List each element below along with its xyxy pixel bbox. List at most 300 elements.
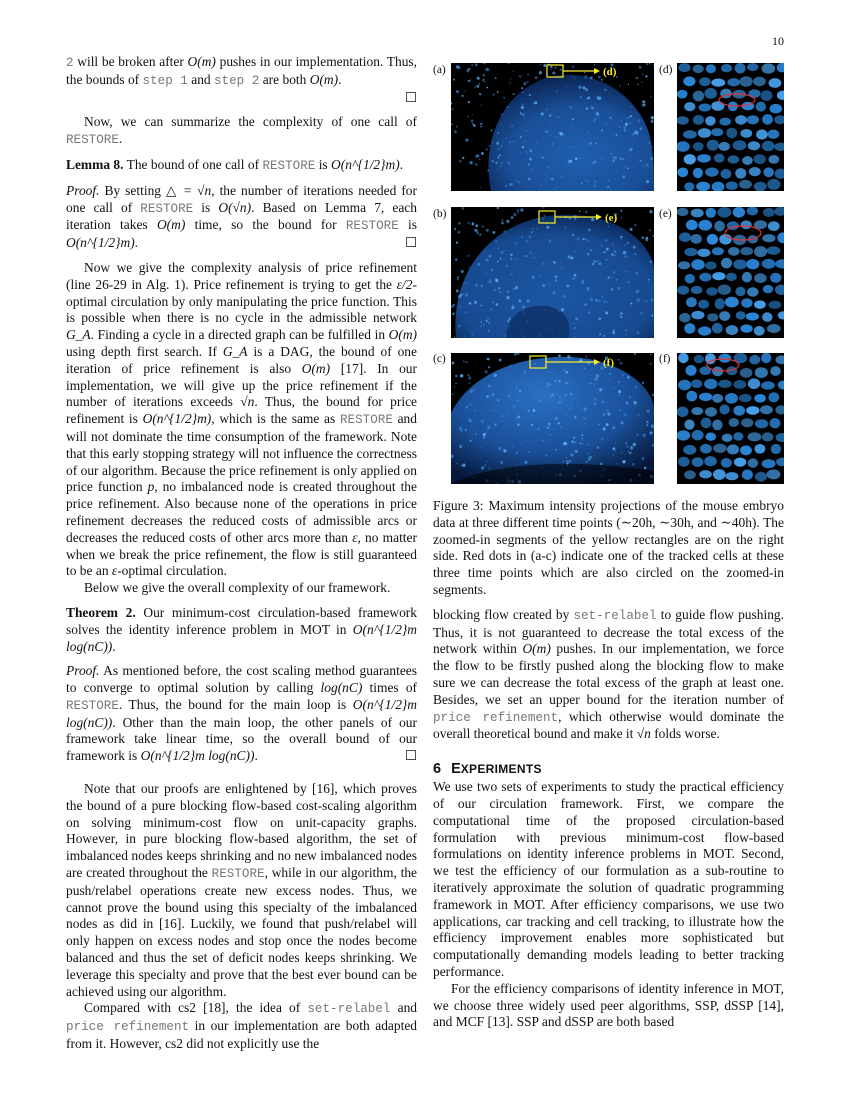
cell-dot [507,320,509,322]
cell-dot [491,160,494,163]
cell-dot [452,393,454,395]
cell-dot [549,434,551,436]
cell-dot [563,295,566,298]
cell-dot [553,261,555,263]
zoomed-cell [717,207,731,217]
embryo-panel-a [451,63,654,191]
cell-dot [475,284,478,287]
zoomed-cell [679,232,691,242]
cell-dot [462,157,464,159]
zoomed-cell [725,297,739,308]
cell-dot [629,396,630,397]
cell-dot [608,226,610,228]
cell-dot [629,117,630,118]
cell-dot [531,169,533,171]
zoomed-cell [706,287,718,295]
cell-dot [491,130,493,132]
cell-dot [456,289,459,292]
qed-symbol: ☐ [404,748,417,764]
cell-dot [633,133,635,135]
zoomed-cell [691,407,703,415]
cell-dot [546,426,549,429]
zoomed-cell [698,220,712,231]
cell-dot [583,417,585,419]
cell-dot [458,222,461,225]
cell-dot [482,79,485,82]
cell-dot [575,317,578,320]
cell-dot [471,64,473,66]
zoomed-cell [740,129,752,138]
zoomed-cell [749,355,760,365]
panel-label-e: (e) [659,208,672,220]
cell-dot [484,81,486,83]
cell-dot [620,312,623,315]
cell-dot [501,251,504,254]
cell-dot [578,85,581,88]
cell-dot [630,302,632,304]
cell-dot [522,306,525,309]
cell-dot [637,414,640,417]
cell-dot [457,279,458,280]
cell-dot [519,300,522,303]
cell-dot [465,312,467,314]
cell-dot [480,123,483,126]
cell-dot [519,151,520,152]
cell-dot [472,434,473,435]
zoomed-cell [677,116,689,124]
cell-dot [517,423,519,425]
cell-dot [532,409,535,412]
zoomed-cell [677,407,689,418]
cell-dot [488,384,491,387]
cell-dot [494,374,497,377]
cell-dot [569,146,571,148]
cell-dot [465,429,467,431]
cell-dot [572,65,575,68]
cell-dot [644,467,646,469]
cell-dot [605,239,608,242]
zoomed-cell [686,391,697,402]
cell-dot [615,134,617,136]
cell-dot [651,315,653,317]
zoomed-cell [707,140,719,151]
cell-dot [628,451,630,453]
cell-dot [542,157,544,159]
cell-dot [617,463,618,464]
zoomed-cell [725,472,738,480]
cell-dot [545,130,548,133]
cell-dot [474,301,477,304]
cell-dot [501,162,503,164]
zoomed-cell [706,64,716,73]
cell-dot [609,380,610,381]
cell-dot [516,452,518,454]
zoomed-cell [741,298,752,308]
cell-dot [612,426,615,429]
cell-dot [512,304,514,306]
cell-dot [521,236,523,238]
cell-dot [587,253,589,255]
cell-dot [468,374,470,376]
cell-dot [500,258,502,260]
cell-dot [500,420,502,422]
cell-dot [451,108,453,110]
zoomed-cell [679,313,690,323]
cell-dot [515,388,516,389]
cell-dot [457,231,460,234]
cell-dot [561,308,564,311]
cell-dot [623,126,626,129]
cell-dot [636,290,639,293]
arrow-label-e: (e) [605,212,618,224]
cell-dot [595,299,598,302]
cell-dot [606,259,608,261]
cell-dot [456,90,459,93]
paragraph-blocking-flow: blocking flow created by set-relabel to guide flow pushing. Thus, it is not guaranteed to decrease the total excess of the network within O(m) pushes. In our implementation, we force the flow to be firstly pushed along the blocking flow to make sure we can decrease the total excess of the graph at least one. Besides, we set an upper bound for the iteration number of price refinement, which otherwise would dominate the overall theoretical bound and make it √n folds worse. [433,606,785,742]
cell-dot [593,402,596,405]
zoom-panel-f [677,353,784,484]
zoomed-cell [699,470,712,478]
zoomed-cell [771,444,781,454]
cell-dot [572,118,574,120]
cell-dot [467,255,469,257]
zoomed-cell [697,154,711,162]
zoomed-cell [718,285,731,295]
cell-dot [523,369,524,370]
cell-dot [507,106,509,108]
cell-dot [483,436,486,439]
cell-dot [506,220,509,223]
cell-dot [620,421,623,424]
cell-dot [579,210,580,211]
cell-dot [470,404,471,405]
cell-dot [496,142,499,145]
zoomed-cell [698,300,709,309]
cell-dot [492,142,493,143]
embryo-panel-b [451,207,654,338]
cell-dot [529,94,531,96]
paragraph-experiments-intro: We use two sets of experiments to study the practical efficiency of our circulation framework. First, we compare the computational time of the proposed circulation-based formulation with previous minimum-cost flow-based formulations on identity inference problems in MOT. Second, we test the efficiency of our formulation as a sub-routine to iteratively approximate the solution of quadratic programming framework in MOT. After efficiency comparisons, we use two applications, car tracking and cell tracking, to illustrate how the efficiency improvement enables more sophisticated but computationally demanding models leading to better tracking performance. [433,779,784,979]
cell-dot [463,360,465,362]
cell-dot [524,371,526,373]
cell-dot [635,386,637,388]
zoomed-cell [684,102,695,111]
cell-dot [521,106,524,109]
cell-dot [554,66,556,68]
cell-dot [494,423,496,425]
cell-dot [594,398,597,401]
cell-dot [566,86,567,87]
cell-dot [534,362,537,365]
figure-caption: Figure 3: Maximum intensity projections of the mouse embryo data at three different time points (∼20h, ∼30h, and ∼40h). The zoomed-in segments of the yellow rectangles are on the right side. Red dots in (a-c) indicate one of the tracked cells at these three time points which are also circled on the zoomed-in segments. [433,498,784,597]
cell-dot [618,393,620,395]
zoomed-cell [754,273,767,283]
lemma-8: Lemma 8. The bound of one call of RESTORE is O(n^{1/2}m). [66,156,404,173]
zoomed-cell [725,393,738,404]
cell-dot [467,222,470,225]
zoomed-cell [677,208,688,216]
paragraph-cs2: Compared with cs2 [18], the idea of set-relabel and price refinement in our implementation are both adapted from it. However, cs2 did not explicitly use the [66,1000,418,1052]
panel-label-f: (f) [659,353,671,365]
cell-dot [465,282,467,284]
zoomed-cell [692,457,704,467]
cell-dot [642,165,644,167]
cell-dot [514,213,517,216]
cell-dot [480,285,482,287]
zoomed-cell [762,63,776,73]
cell-dot [512,446,513,447]
zoomed-cell [770,366,780,376]
cell-dot [571,440,574,443]
zoomed-cell [760,90,772,101]
figure-3 [433,54,784,484]
zoomed-cell [768,130,780,139]
zoomed-cell [755,472,767,482]
zoomed-cell [698,128,711,138]
cell-dot [501,124,502,125]
zoomed-cell [684,419,694,429]
cell-dot [524,141,525,142]
cell-dot [582,280,584,282]
cell-dot [637,425,639,427]
cell-dot [522,92,524,94]
proof-lemma-8: Proof. By setting △ = √n, the number of iterations needed for one call of RESTORE is O(√n). Based on Lemma 7, each iteration takes O(m) time, so the bound for RESTORE is O(n^{1/2}m). ☐ [66,182,418,251]
cell-dot [587,456,588,457]
cell-dot [480,187,481,188]
zoomed-cell [697,249,710,257]
cell-dot [581,434,583,436]
cell-dot [579,158,581,160]
cell-dot [486,273,488,275]
cell-dot [465,91,467,93]
cell-dot [501,222,504,225]
zoomed-cell [713,469,726,480]
cell-dot [469,404,470,405]
cell-dot [528,178,531,181]
cell-dot [650,354,652,356]
cell-dot [588,181,590,183]
cell-dot [455,258,457,260]
cell-dot [549,114,551,116]
cell-dot [630,446,633,449]
cell-dot [548,283,549,284]
cell-dot [565,226,567,228]
zoomed-cell [742,156,753,165]
cell-dot [547,371,549,373]
zoomed-cell [691,379,702,388]
cell-dot [527,81,529,83]
cell-dot [498,447,501,450]
cell-dot [477,154,480,157]
cell-dot [529,158,532,161]
cell-dot [522,146,524,148]
cell-dot [630,115,632,117]
cell-dot [498,287,500,289]
cell-dot [613,329,615,331]
cell-dot [519,390,521,392]
zoomed-cell [770,273,781,283]
cell-dot [525,240,528,243]
cell-dot [645,164,648,167]
zoomed-cell [705,353,716,364]
cell-dot [633,401,636,404]
cell-dot [630,106,632,108]
cell-dot [515,417,517,419]
cell-dot [522,113,525,116]
cell-dot [585,88,588,91]
cell-dot [586,107,588,109]
arrow-label-f: (f) [603,357,614,369]
zoomed-cell [768,155,779,164]
cell-dot [460,294,462,296]
zoomed-cell [727,444,739,454]
zoomed-cell [769,78,782,88]
cell-dot [500,165,502,167]
cell-dot [599,333,601,335]
cell-dot [504,250,506,252]
cell-dot [601,129,603,131]
cell-dot [474,86,476,88]
zoomed-cell [763,208,775,217]
cell-dot [469,161,472,164]
zoomed-cell [740,368,753,378]
cell-dot [611,253,613,255]
zoomed-cell [683,76,695,86]
cell-dot [487,170,489,172]
cell-dot [548,167,550,169]
cell-dot [651,120,654,123]
cell-dot [516,413,517,414]
cell-dot [487,317,490,320]
cell-dot [491,268,494,271]
cell-dot [526,299,529,302]
cell-dot [607,186,610,189]
zoomed-cell [684,323,695,334]
cell-dot [587,290,589,292]
cell-dot [589,456,592,459]
zoomed-cell [691,234,702,244]
zoomed-cell [735,63,746,74]
zoomed-cell [691,286,703,294]
zoomed-cell [740,247,753,255]
zoomed-cell [739,180,752,189]
cell-dot [634,165,635,166]
zoomed-cell [726,273,737,281]
cell-dot [542,284,545,287]
zoomed-cell [768,221,780,231]
zoomed-cell [749,167,761,176]
cell-dot [565,394,567,396]
cell-dot [486,148,488,150]
zoomed-cell [714,221,725,232]
cell-dot [594,455,595,456]
cell-dot [456,126,458,128]
cell-dot [502,219,503,220]
cell-dot [570,106,573,109]
cell-dot [453,79,455,81]
cell-dot [510,254,512,256]
zoomed-cell [761,381,775,389]
cell-dot [492,301,494,303]
zoomed-cell [719,405,729,415]
cell-dot [570,256,573,259]
cell-dot [610,277,611,278]
cell-dot [517,212,518,213]
cell-dot [523,82,526,85]
cell-dot [646,180,649,183]
cell-dot [614,250,616,252]
cell-dot [541,113,544,116]
cell-dot [593,260,596,263]
cell-dot [587,132,589,134]
cell-dot [539,276,541,278]
cell-dot [573,323,575,325]
cell-dot [460,465,462,467]
cell-dot [646,421,648,423]
cell-dot [618,390,621,393]
zoomed-cell [718,380,732,388]
zoomed-cell [735,168,746,179]
cell-dot [471,120,474,123]
cell-dot [480,304,482,306]
cell-dot [642,382,645,385]
cell-dot [471,333,474,336]
cell-dot [642,289,643,290]
cell-dot [506,265,508,267]
cell-dot [540,64,541,65]
cell-dot [453,304,455,306]
cell-dot [497,132,499,134]
cell-dot [548,239,551,242]
cell-dot [550,134,551,135]
cell-dot [497,261,499,263]
cell-dot [638,274,639,275]
cell-dot [460,429,463,432]
cell-dot [591,218,594,221]
cell-dot [651,147,653,149]
cell-dot [503,230,506,233]
cell-dot [531,424,533,426]
cell-dot [622,175,625,178]
cell-dot [626,117,628,119]
cell-dot [613,454,615,456]
cell-dot [520,112,522,114]
cell-dot [620,85,622,87]
cell-dot [589,142,592,145]
cell-dot [627,242,629,244]
zoomed-cell [753,77,766,87]
zoomed-cell [704,379,718,389]
cell-dot [468,377,471,380]
zoomed-cell [701,418,712,429]
cell-dot [452,313,455,316]
cell-dot [588,444,589,445]
cell-dot [542,440,543,441]
cell-dot [645,238,648,241]
zoomed-cell [705,407,717,417]
cell-dot [526,130,528,132]
cell-dot [633,246,636,249]
cell-dot [591,106,594,109]
zoomed-cell [691,209,704,218]
zoomed-cell [678,457,690,467]
cell-dot [468,116,469,117]
zoomed-cell [722,434,733,442]
cell-dot [637,331,640,334]
cell-dot [595,118,597,120]
zoomed-cell [712,272,725,280]
panel-label-b: (b) [433,208,447,220]
